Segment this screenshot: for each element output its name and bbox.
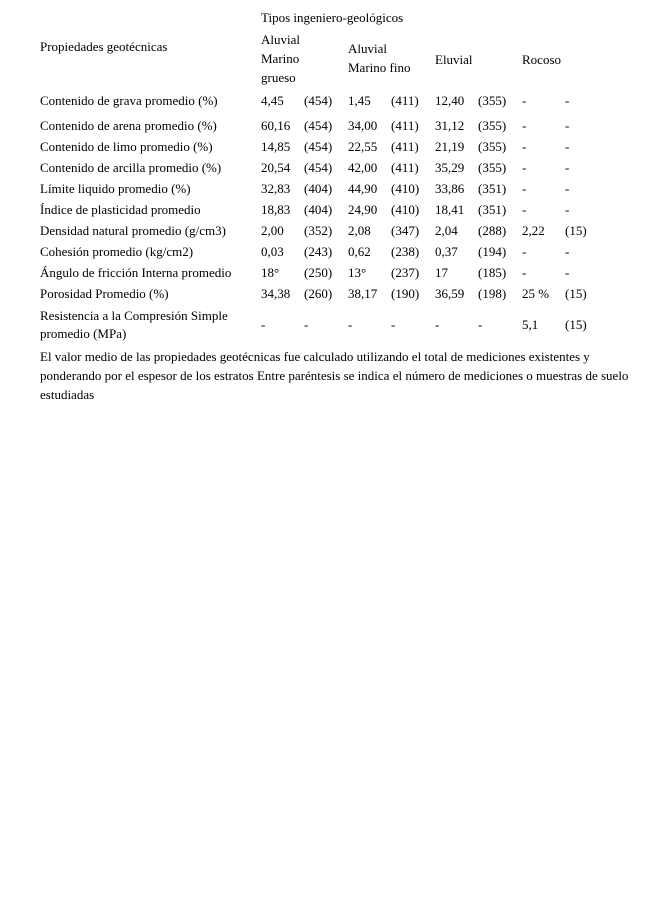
row-label: Índice de plasticidad promedio xyxy=(40,202,201,217)
value-cell: 2,22 xyxy=(522,223,545,238)
count-cell: (410) xyxy=(391,181,420,196)
count-cell: (355) xyxy=(478,160,507,175)
value-cell: 34,00 xyxy=(348,118,378,133)
count-cell: - xyxy=(565,93,570,108)
count-cell: (352) xyxy=(304,223,333,238)
value-cell: 42,00 xyxy=(348,160,378,175)
group-header: Tipos ingeniero-geológicos xyxy=(261,10,404,25)
value-cell: 17 xyxy=(435,265,448,280)
count-cell: (237) xyxy=(391,265,420,280)
count-cell: - xyxy=(565,181,570,196)
value-cell: 22,55 xyxy=(348,139,378,154)
value-cell: 18° xyxy=(261,265,280,280)
count-cell: (15) xyxy=(565,286,587,301)
value-cell: 33,86 xyxy=(435,181,465,196)
value-cell: - xyxy=(435,317,440,332)
count-cell: (355) xyxy=(478,93,507,108)
row-label: Cohesión promedio (kg/cm2) xyxy=(40,244,194,259)
count-cell: (411) xyxy=(391,118,419,133)
value-cell: 2,00 xyxy=(261,223,284,238)
value-cell: - xyxy=(522,93,527,108)
count-cell: (355) xyxy=(478,139,507,154)
count-cell: (15) xyxy=(565,317,587,332)
count-cell: (404) xyxy=(304,202,333,217)
count-cell: (404) xyxy=(304,181,333,196)
value-cell: 12,40 xyxy=(435,93,465,108)
value-cell: - xyxy=(522,202,527,217)
type-header-eluvial xyxy=(435,50,473,69)
count-cell: (243) xyxy=(304,244,333,259)
count-cell: (347) xyxy=(391,223,420,238)
value-cell: 0,62 xyxy=(348,244,371,259)
count-cell: (410) xyxy=(391,202,420,217)
count-cell: (185) xyxy=(478,265,507,280)
count-cell: (411) xyxy=(391,139,419,154)
count-cell: (454) xyxy=(304,93,333,108)
property-column-header: Propiedades geotécnicas xyxy=(40,39,168,54)
value-cell: 60,16 xyxy=(261,118,291,133)
value-cell: - xyxy=(522,181,527,196)
value-cell: 36,59 xyxy=(435,286,465,301)
value-cell: - xyxy=(522,118,527,133)
row-label: Densidad natural promedio (g/cm3) xyxy=(40,223,226,238)
row-label: Resistencia a la Compresión Simple promedio (MPa) xyxy=(40,308,228,341)
value-cell: 5,1 xyxy=(522,317,539,332)
count-cell: (198) xyxy=(478,286,507,301)
type-header-line: Rocoso xyxy=(522,52,561,67)
count-cell: - xyxy=(565,160,570,175)
count-cell: (454) xyxy=(304,160,333,175)
value-cell: - xyxy=(348,317,353,332)
type-header-aluvial-marino-grueso xyxy=(261,30,300,87)
count-cell: - xyxy=(565,118,570,133)
type-header-line: grueso xyxy=(261,70,296,85)
count-cell: (250) xyxy=(304,265,333,280)
value-cell: 1,45 xyxy=(348,93,371,108)
value-cell: - xyxy=(522,160,527,175)
count-cell: - xyxy=(565,244,570,259)
row-label: Contenido de limo promedio (%) xyxy=(40,139,213,154)
count-cell: - xyxy=(565,139,570,154)
value-cell: 31,12 xyxy=(435,118,465,133)
count-cell: (260) xyxy=(304,286,333,301)
value-cell: 38,17 xyxy=(348,286,378,301)
count-cell: (288) xyxy=(478,223,507,238)
count-cell: - xyxy=(391,317,396,332)
value-cell: 14,85 xyxy=(261,139,291,154)
value-cell: 2,04 xyxy=(435,223,458,238)
count-cell: (351) xyxy=(478,202,507,217)
row-label: Contenido de arena promedio (%) xyxy=(40,118,217,133)
count-cell: (355) xyxy=(478,118,507,133)
row-label: Porosidad Promedio (%) xyxy=(40,286,169,301)
value-cell: 24,90 xyxy=(348,202,378,217)
type-header-line: Marino xyxy=(261,51,300,66)
count-cell: - xyxy=(304,317,309,332)
count-cell: (194) xyxy=(478,244,507,259)
count-cell: (454) xyxy=(304,139,333,154)
count-cell: (454) xyxy=(304,118,333,133)
value-cell: - xyxy=(522,244,527,259)
value-cell: - xyxy=(522,265,527,280)
count-cell: (190) xyxy=(391,286,420,301)
count-cell: (411) xyxy=(391,93,419,108)
value-cell: 18,41 xyxy=(435,202,465,217)
value-cell: 35,29 xyxy=(435,160,465,175)
count-cell: (411) xyxy=(391,160,419,175)
count-cell: - xyxy=(478,317,483,332)
count-cell: (351) xyxy=(478,181,507,196)
count-cell: (238) xyxy=(391,244,420,259)
value-cell: 20,54 xyxy=(261,160,291,175)
value-cell: - xyxy=(261,317,266,332)
value-cell: 13° xyxy=(348,265,367,280)
value-cell: 0,03 xyxy=(261,244,284,259)
value-cell: 32,83 xyxy=(261,181,291,196)
value-cell: 2,08 xyxy=(348,223,371,238)
row-label: Contenido de arcilla promedio (%) xyxy=(40,160,222,175)
value-cell: 4,45 xyxy=(261,93,284,108)
value-cell: 21,19 xyxy=(435,139,465,154)
count-cell: (15) xyxy=(565,223,587,238)
table-footnote: El valor medio de las propiedades geotécnicas fue calculado utilizando el total de mediciones existentes y ponderando por el espesor de los estratos Entre paréntesis se indica el número de mediciones o muestras de suelo estudiadas xyxy=(40,349,629,402)
type-header-aluvial-marino-fino xyxy=(348,39,410,77)
value-cell: - xyxy=(522,139,527,154)
type-header-line: Eluvial xyxy=(435,52,473,67)
type-header-line: Marino fino xyxy=(348,60,411,75)
value-cell: 18,83 xyxy=(261,202,291,217)
row-label: Límite liquido promedio (%) xyxy=(40,181,191,196)
row-label: Contenido de grava promedio (%) xyxy=(40,93,218,108)
type-header-line: Aluvial xyxy=(348,41,387,56)
row-label: Ángulo de fricción Interna promedio xyxy=(40,265,232,280)
type-header-rocoso xyxy=(522,50,561,69)
value-cell: 44,90 xyxy=(348,181,378,196)
value-cell: 0,37 xyxy=(435,244,458,259)
value-cell: 25 % xyxy=(522,286,550,301)
value-cell: 34,38 xyxy=(261,286,291,301)
type-header-line: Aluvial xyxy=(261,32,300,47)
count-cell: - xyxy=(565,202,570,217)
count-cell: - xyxy=(565,265,570,280)
